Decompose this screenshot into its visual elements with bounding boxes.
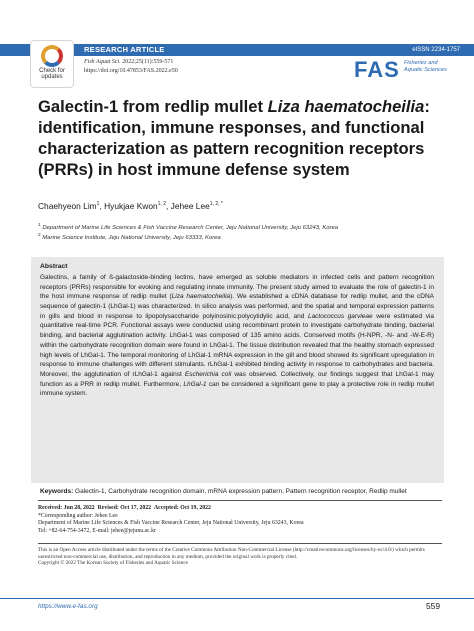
corresponding-address: Department of Marine Life Sciences & Fish Vaccine Research Center, Jeju National University, Jeju 63243, Korea [38,520,304,527]
page-number: 559 [426,601,440,611]
accepted-date: Accepted: Oct 19, 2022 [153,505,211,511]
journal-logo: FAS [354,57,400,82]
received-date: Received: Jun 28, 2022 [38,505,95,511]
badge-line2: updates [41,74,63,80]
abstract-species: Liza haematocheilia [171,293,231,301]
section-rule [38,500,442,501]
logo-sub-line2: Aquatic Sciences [404,67,447,73]
keywords [40,488,440,495]
journal-abbrev: Fish Aquat Sci. [84,59,121,65]
author-name: Hyukjae Kwon [104,201,158,211]
copyright-text: Copyright © 2022 The Korean Society of Fisheries and Aquatic Science [38,560,188,567]
abstract-text: can be considered a significant gene to play a protective role in redlip mullet immune system. [40,380,434,398]
affiliation-num: 2 [38,232,41,238]
author-affil: 1 [96,201,100,208]
update-ring-icon [41,45,63,67]
abstract-text: ). We established a cDNA database for redlip mullet, and the cDNA sequence of galectin-1 (LhGal-1) was characterized. In silico analysis was performed, and the spatial and temporal expression patterns in gills and blood in response to lipopolysaccharide polyinosinic:polycytidylic acid, and [40,293,434,320]
check-for-updates-badge[interactable] [30,40,74,88]
affiliation-item [38,232,338,242]
badge-line1: Check for [39,68,65,74]
license-block [38,547,442,567]
footer-url-link[interactable]: https://www.e-fas.org [38,603,98,610]
author-list: Chaehyeon Lim$^1$, Hyukjae Kwon$^{1, 2}$, Jehee Lee$^{1, 2, *}$ [38,201,223,211]
author-name: Chaehyeon Lim [38,201,97,211]
issn: eISSN 2234-1757 [412,47,460,53]
title-species: Liza haematocheilia [267,97,425,116]
title-part1: Galectin-1 from redlip mullet [38,97,268,116]
license-text: This is an Open Access article distributed under the terms of the Creative Commons Attribution Non-Commercial License (http://creativecommons.org/licenses/by-nc/4.0/) which permits unrestricted non-commercial use, distribution, and reproduction in any medium, provided the original work is properly cited. [38,547,425,560]
abstract-text: were estimated via quantitative real-time PCR. Functional assays were conducted using recombinant protein to investigate carbohydrate binding, bacterial binding, and bacterial agglutination activity. LhGal-1 was composed of 135 amino acids. Conserved motifs (H-NPR, -N- and -W-E-R) within the carbohydrate recognition domain were found in LhGal-1. The tissue distribution revealed that the healthy stomach expressed high levels of LhGal-1. The temporal monitoring of LhGal-1 mRNA expression in the gill and blood showed its significant upregulation in response to immune challenges with different stimulants. rLhGal-1 exhibited binding activity in response to carbohydrates and bacteria. Moreover, the agglutination of rLhGal-1 against [40,312,434,378]
abstract-heading: Abstract [40,263,68,270]
abstract-species: Lactococcus garvieae [307,312,373,320]
corresponding-author: *Corresponding author: Jehee Lee [38,512,118,519]
keywords-text: Galectin-1, Carbohydrate recognition domain, mRNA expression pattern, Pattern recognition receptor, Redlip mullet [73,488,407,495]
article-title [38,96,458,180]
notes-rule [38,543,442,544]
logo-sub-line1: Fisheries and [404,60,438,66]
footer-rule [0,598,474,599]
citation [84,58,178,75]
journal-logo-subtitle [404,60,447,74]
doi-link[interactable]: https://doi.org/10.47853/FAS.2022.e50 [84,67,178,74]
abstract-gene: LhGal-1 [183,380,207,388]
title-part2: : identification, immune responses, and functional characterization as pattern recognition receptors (PRRs) in host immune defense system [38,97,430,179]
abstract-box [31,257,444,483]
abstract-text: was observed. Collectively, our findings suggest that LhGal-1 may function as a PRR in redlip mullet. Furthermore, [40,370,434,388]
affiliation-item [38,222,338,232]
author-affil: 1, 2 [157,201,166,208]
abstract-body [40,273,434,399]
corresponding-contact: Tel: +82-64-754-3472, E-mail: jehee@jejunu.ac.kr [38,528,156,535]
affiliation-num: 1 [38,223,41,228]
author-name: Jehee Lee [170,201,210,211]
journal-issue: 2022;25(11):559-571 [120,59,174,65]
affiliation-text: Department of Marine Life Sciences & Fish Vaccine Research Center, Jeju National University, Jeju 63243, Korea [42,224,339,231]
keywords-label: Keywords: [40,488,74,495]
revised-date: Revised: Oct 17, 2022 [97,505,152,511]
affiliation-text: Marine Science Institute, Jeju National University, Jeju 63333, Korea [42,234,221,241]
abstract-text: Galectins, a family of ß-galactoside-binding lectins, have emerged as soluble mediators in infected cells and pattern recognition receptors (PRRs) responsible for evoking and regulating innate immunity. The present study aimed to evaluate the role of galectin-1 in the host immune response of redlip mullet ( [40,274,434,301]
section-label: RESEARCH ARTICLE [84,45,165,54]
dates-line [38,505,442,513]
article-notes [38,505,442,536]
abstract-species: Escherichia coli [184,370,232,378]
affiliations [38,222,338,242]
author-affil: 1, 2, * [209,201,223,208]
